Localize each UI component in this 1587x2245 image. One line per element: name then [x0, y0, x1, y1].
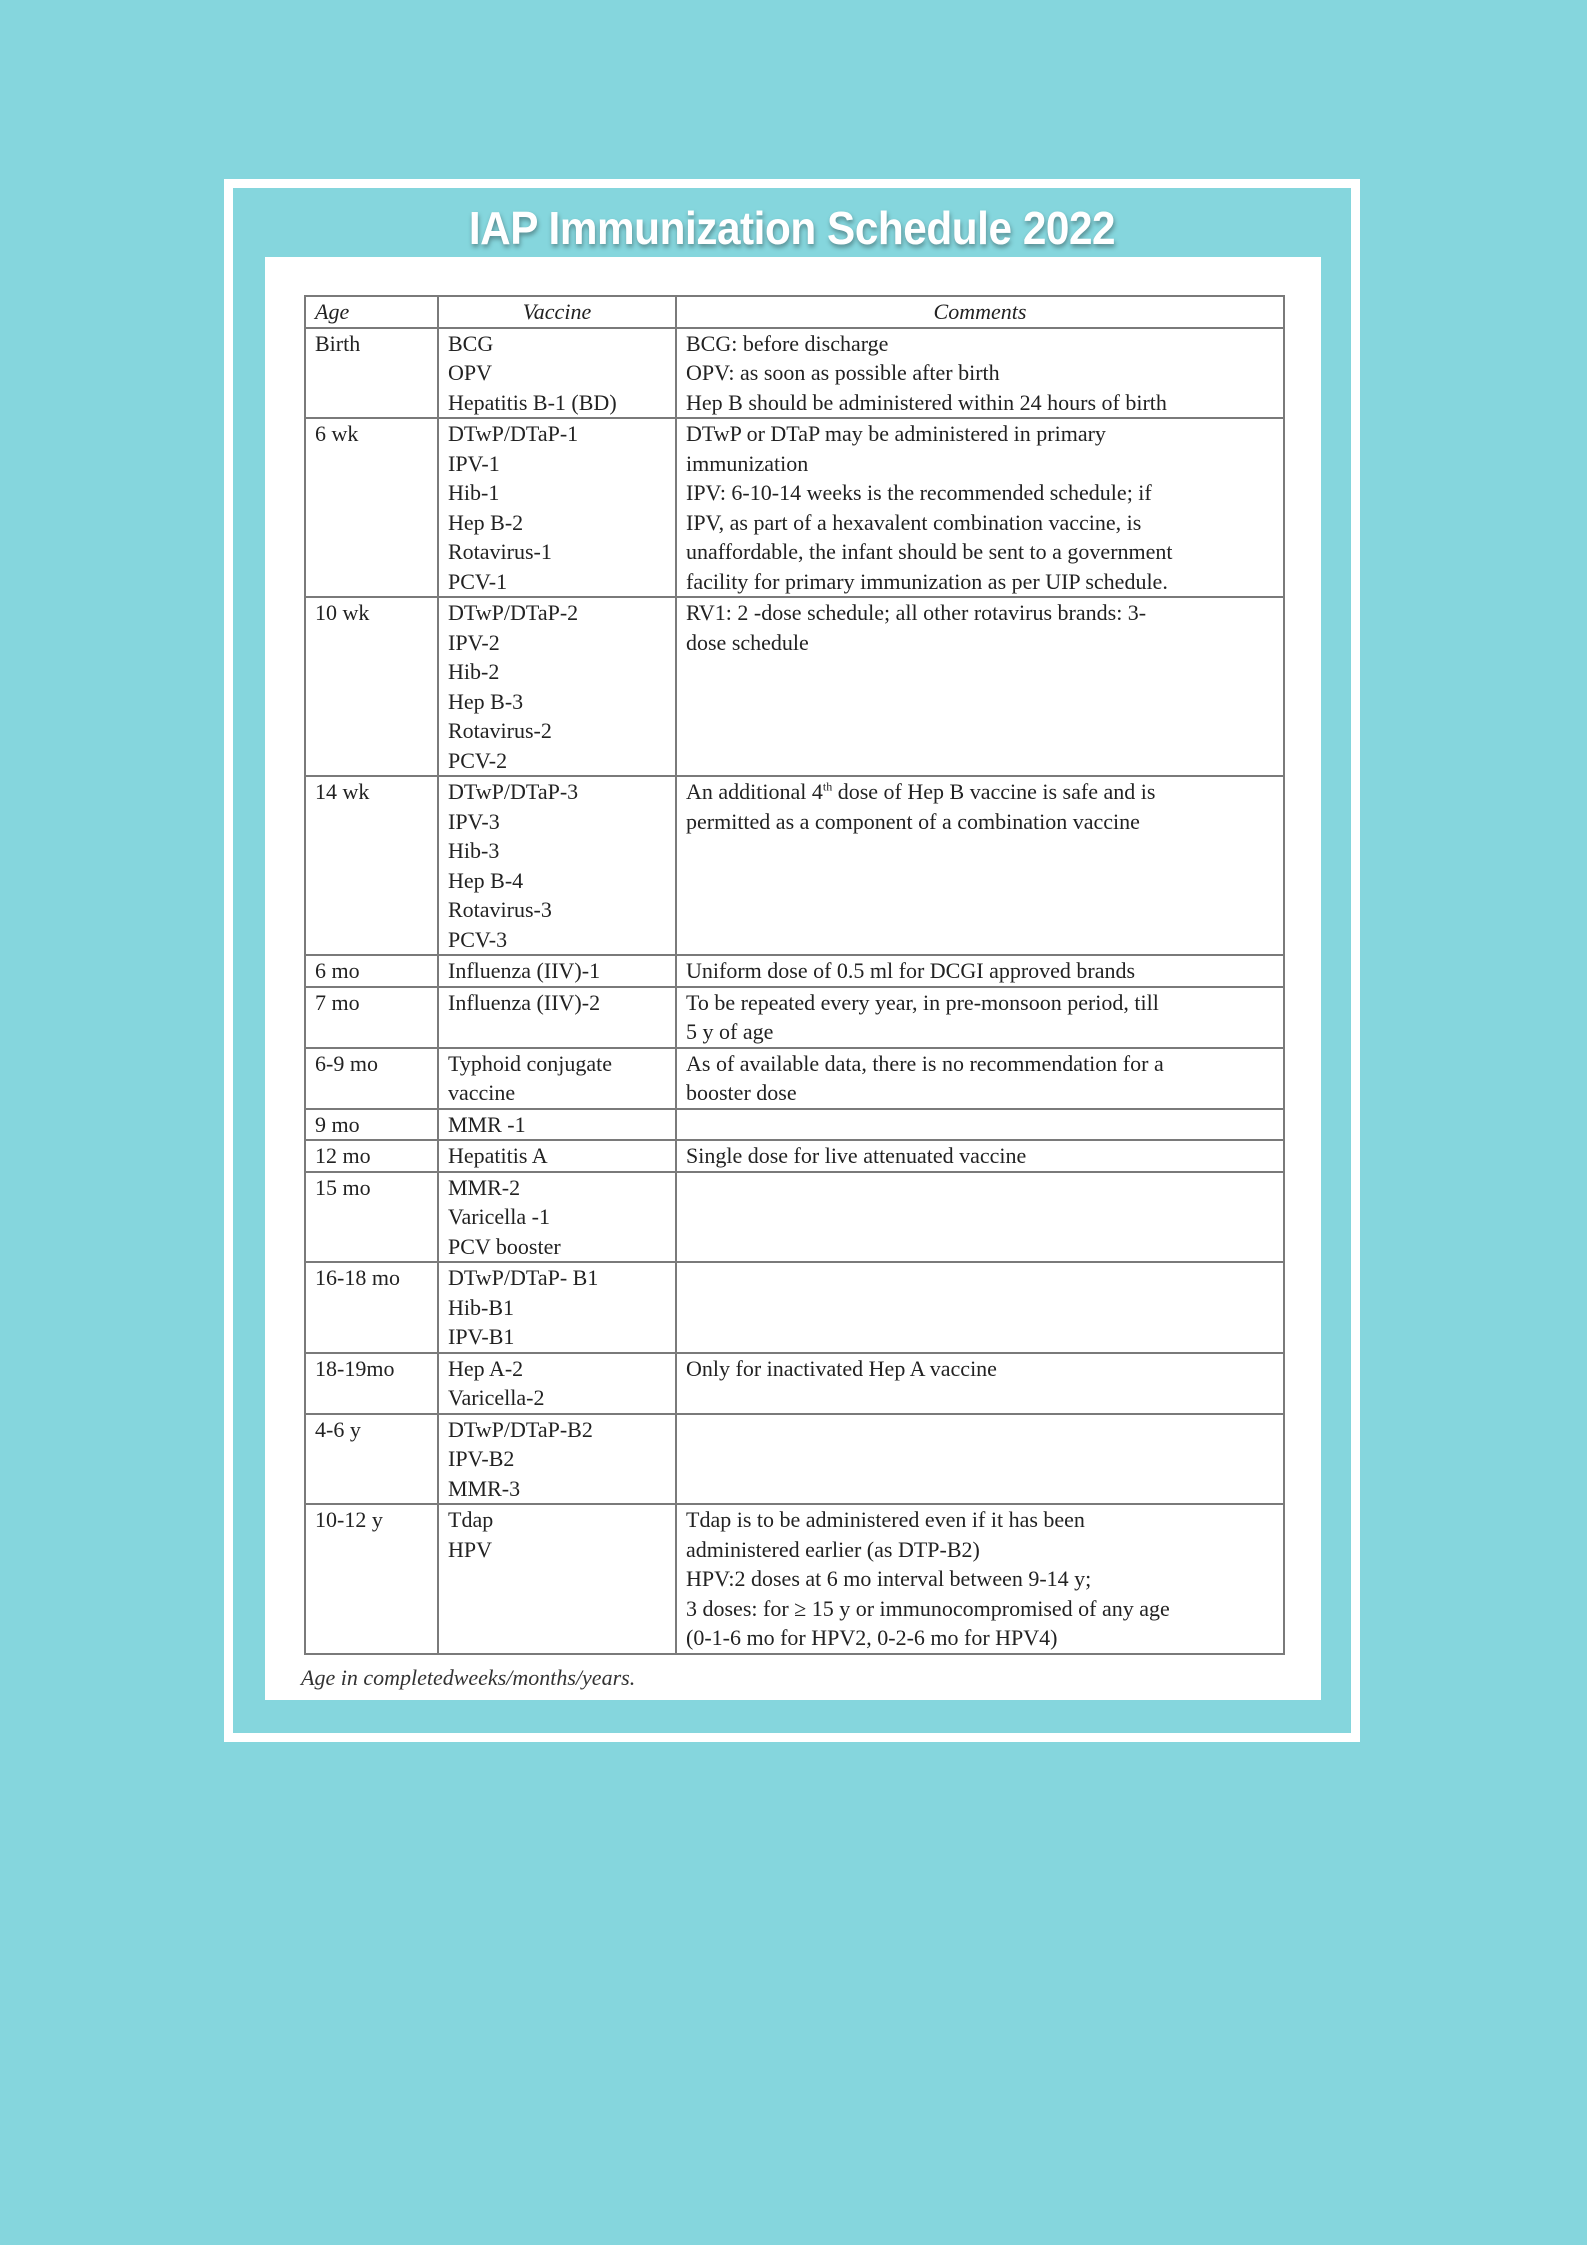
vaccine-item: Typhoid conjugate [448, 1050, 613, 1076]
age-cell: 7 mo [305, 987, 438, 1048]
comment-line: IPV, as part of a hexavalent combination vaccine, is [686, 509, 1142, 535]
age-cell: 15 mo [305, 1172, 438, 1263]
vaccine-item: OPV [448, 360, 493, 385]
table-row [305, 955, 1284, 987]
comment-line: HPV:2 doses at 6 mo interval between 9-14 y; [686, 1566, 1092, 1591]
vaccine-cell [438, 418, 676, 597]
vaccine-item: BCG [448, 330, 494, 356]
vaccine-item: PCV-2 [448, 747, 508, 773]
vaccine-cell [438, 597, 676, 776]
comment-line: facility for primary immunization as per UIP schedule. [686, 568, 1168, 594]
vaccine-item: Varicella -1 [448, 1204, 550, 1229]
comment-line: permitted as a component of a combination vaccine [686, 808, 1140, 834]
comments-cell [676, 1414, 1284, 1505]
vaccine-item: DTwP/DTaP- B1 [448, 1265, 599, 1290]
comment-line: 5 y of age [686, 1019, 774, 1044]
comment-line: Uniform dose of 0.5 ml for DCGI approved brands [686, 958, 1136, 983]
comment-text: An additional 4 [686, 779, 823, 804]
vaccine-cell [438, 1262, 676, 1353]
vaccine-item: PCV-1 [448, 568, 508, 594]
comment-line: dose schedule [686, 629, 809, 655]
comment-line: Hep B should be administered within 24 hours of birth [686, 389, 1167, 415]
vaccine-item: IPV-B1 [448, 1324, 515, 1349]
comment-text: dose of Hep B vaccine is safe and is [832, 779, 1156, 804]
table-row [305, 418, 1284, 597]
comment-line: (0-1-6 mo for HPV2, 0-2-6 mo for HPV4) [686, 1625, 1058, 1650]
header-comments: Comments [676, 296, 1284, 328]
vaccine-item: MMR-3 [448, 1475, 521, 1501]
age-cell: 16-18 mo [305, 1262, 438, 1353]
table-row [305, 1109, 1284, 1141]
comment-line [686, 777, 1274, 807]
vaccine-item: Hepatitis A [448, 1143, 548, 1168]
vaccine-item: Influenza (IIV)-2 [448, 989, 601, 1015]
vaccine-item: DTwP/DTaP-3 [448, 779, 579, 804]
table-row [305, 1414, 1284, 1505]
vaccine-item: PCV booster [448, 1233, 561, 1259]
vaccine-item: PCV-3 [448, 926, 508, 952]
vaccine-item: HPV [448, 1536, 493, 1562]
schedule-card [265, 257, 1321, 1700]
vaccine-item: Hib-3 [448, 838, 500, 863]
vaccine-cell [438, 1172, 676, 1263]
vaccine-item: Tdap [448, 1507, 494, 1532]
vaccine-cell [438, 776, 676, 955]
table-row [305, 1140, 1284, 1172]
vaccine-cell [438, 328, 676, 419]
comment-line: OPV: as soon as possible after birth [686, 360, 1000, 385]
age-cell: 6-9 mo [305, 1048, 438, 1109]
table-row [305, 1504, 1284, 1654]
comment-line: Tdap is to be administered even if it has been [686, 1507, 1085, 1532]
table-row [305, 987, 1284, 1048]
vaccine-item: Rotavirus-2 [448, 718, 552, 743]
age-cell: 10-12 y [305, 1504, 438, 1654]
vaccine-item: IPV-1 [448, 450, 500, 476]
age-cell: 6 mo [305, 955, 438, 987]
comment-line: To be repeated every year, in pre-monsoon period, till [686, 989, 1159, 1015]
table-footnote: Age in completedweeks/months/years. [301, 1665, 636, 1690]
comments-cell [676, 776, 1284, 955]
comments-cell [676, 328, 1284, 419]
comments-cell [676, 1353, 1284, 1414]
vaccine-cell [438, 1109, 676, 1141]
page-title: IAP Immunization Schedule 2022 [468, 202, 1116, 254]
comment-line: immunization [686, 450, 809, 476]
age-cell: 12 mo [305, 1140, 438, 1172]
table-row [305, 597, 1284, 776]
vaccine-cell [438, 955, 676, 987]
comments-cell [676, 1504, 1284, 1654]
comment-line: unaffordable, the infant should be sent to a government [686, 539, 1173, 564]
table-row [305, 1048, 1284, 1109]
vaccine-item: IPV-3 [448, 808, 500, 834]
vaccine-cell [438, 1048, 676, 1109]
comments-cell [676, 1048, 1284, 1109]
vaccine-item: DTwP/DTaP-1 [448, 421, 579, 446]
comment-line: Only for inactivated Hep A vaccine [686, 1355, 997, 1381]
comment-line: As of available data, there is no recommendation for a [686, 1050, 1164, 1076]
header-vaccine: Vaccine [438, 296, 676, 328]
comment-line: 3 doses: for ≥ 15 y or immunocompromised of any age [686, 1595, 1170, 1621]
vaccine-item: Hib-1 [448, 480, 500, 505]
vaccine-item: MMR -1 [448, 1111, 526, 1137]
vaccine-cell [438, 987, 676, 1048]
vaccine-item: DTwP/DTaP-2 [448, 600, 579, 625]
vaccine-item: MMR-2 [448, 1174, 521, 1200]
vaccine-item: Hib-B1 [448, 1294, 514, 1320]
vaccine-cell [438, 1414, 676, 1505]
comment-line: DTwP or DTaP may be administered in primary [686, 421, 1106, 446]
comments-cell [676, 1109, 1284, 1141]
vaccine-cell [438, 1504, 676, 1654]
table-row [305, 328, 1284, 419]
vaccine-item: DTwP/DTaP-B2 [448, 1416, 593, 1442]
table-row [305, 1172, 1284, 1263]
comment-line: RV1: 2 -dose schedule; all other rotavirus brands: 3- [686, 600, 1147, 625]
comments-cell [676, 1262, 1284, 1353]
comments-cell [676, 955, 1284, 987]
age-cell: Birth [305, 328, 438, 419]
vaccine-item: Hep A-2 [448, 1355, 524, 1381]
vaccine-item: Rotavirus-3 [448, 897, 552, 922]
age-cell: 4-6 y [305, 1414, 438, 1505]
vaccine-item: Hep B-4 [448, 867, 524, 893]
vaccine-cell [438, 1140, 676, 1172]
age-cell: 18-19mo [305, 1353, 438, 1414]
comment-line: BCG: before discharge [686, 330, 889, 356]
vaccine-item: Rotavirus-1 [448, 539, 552, 564]
vaccine-item: Hep B-3 [448, 688, 524, 714]
vaccine-item: Hep B-2 [448, 509, 524, 535]
comments-cell [676, 418, 1284, 597]
comment-line: administered earlier (as DTP-B2) [686, 1536, 980, 1562]
immunization-schedule-table [304, 295, 1285, 1655]
comments-cell [676, 987, 1284, 1048]
comments-cell [676, 597, 1284, 776]
vaccine-cell [438, 1353, 676, 1414]
table-row [305, 1262, 1284, 1353]
age-cell: 9 mo [305, 1109, 438, 1141]
age-cell: 14 wk [305, 776, 438, 955]
vaccine-item: Hepatitis B-1 (BD) [448, 389, 617, 415]
age-cell: 10 wk [305, 597, 438, 776]
header-age: Age [305, 296, 438, 328]
vaccine-item: Influenza (IIV)-1 [448, 958, 601, 983]
comment-line: IPV: 6-10-14 weeks is the recommended schedule; if [686, 480, 1152, 505]
comment-line: Single dose for live attenuated vaccine [686, 1143, 1027, 1168]
vaccine-item: Hib-2 [448, 659, 500, 684]
vaccine-item: vaccine [448, 1080, 516, 1105]
table-row [305, 1353, 1284, 1414]
table-row [305, 776, 1284, 955]
table-header-row [305, 296, 1284, 328]
ordinal-superscript: th [822, 779, 833, 794]
outer-frame [224, 179, 1360, 1742]
vaccine-item: Varicella-2 [448, 1385, 545, 1410]
age-cell: 6 wk [305, 418, 438, 597]
comment-line: booster dose [686, 1080, 797, 1105]
vaccine-item: IPV-B2 [448, 1446, 515, 1471]
comments-cell [676, 1140, 1284, 1172]
vaccine-item: IPV-2 [448, 629, 500, 655]
comments-cell [676, 1172, 1284, 1263]
